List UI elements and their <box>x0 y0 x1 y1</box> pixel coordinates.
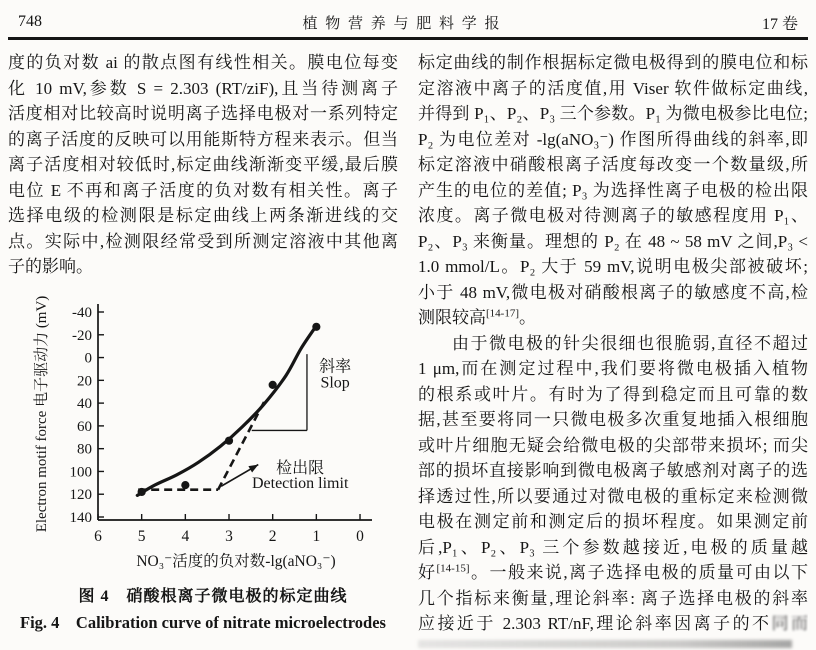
text-line: 择透过性,所以要通过对微电极的重标定来检测微 <box>418 486 808 506</box>
cropped-next-line-artifact <box>418 640 792 648</box>
y-tick-label: 140 <box>69 509 92 526</box>
text-line: 标定溶液中硝酸根离子活度每改变一个数量级,所 <box>418 155 808 174</box>
data-point <box>269 380 277 388</box>
text-line: 化 10 mV,参数 S = 2.303 (RT/ziF),且当待测离子 <box>8 78 398 98</box>
x-tick-label: 6 <box>94 527 102 545</box>
figure-caption-zh: 图 4 硝酸根离子微电极的标定曲线 <box>78 587 348 605</box>
left-column-text <box>8 50 398 280</box>
y-tick-label: 60 <box>77 418 92 435</box>
text-line: 1 μm,而在测定过程中,我们要将微电极插入植物 <box>418 359 808 378</box>
data-point <box>181 481 189 489</box>
text-line: 点。实际中,检测限经常受到所测定溶液中其他离 <box>8 231 398 251</box>
y-axis-label: Electron motif force 电子驱动力 (mV) <box>34 295 50 532</box>
y-tick-label: -40 <box>72 304 92 321</box>
text-line: 离子活度相对较低时,标定曲线渐渐变平缓,最后膜 <box>8 155 398 174</box>
y-tick-label: 20 <box>77 372 92 389</box>
text-line: 浓度。离子微电极对待测离子的敏感程度用 P₁、 <box>418 206 808 225</box>
x-tick-label: 4 <box>181 527 190 545</box>
page-number: 748 <box>18 13 42 30</box>
text-line: 电极在测定前和测定后的损坏程度。如果测定前 <box>418 512 808 531</box>
two-column-body <box>8 50 808 648</box>
text-line: 度的负对数 ai 的散点图有线性相关。膜电位每变 <box>8 53 398 72</box>
text-line: 应接近于 2.303 RT/nF,理论斜率因离子的不同而 <box>418 614 808 633</box>
chart-annotation: Detection limit <box>251 474 349 492</box>
x-tick-label: 5 <box>137 527 146 545</box>
page-header <box>18 10 798 34</box>
chart-annotation: 检出限 <box>276 459 325 477</box>
text-line: P₂、P₃ 来衡量。理想的 P₂ 在 48 ~ 58 mV 之间,P₃ < <box>418 231 808 251</box>
x-tick-label: 0 <box>356 527 364 545</box>
text-line: 好[14-15]。一般来说,离子选择电极的质量可由以下 <box>418 562 808 582</box>
text-line: P₂ 为电位差对 -lg(aNO₃⁻) 作图所得曲线的斜率,即 <box>418 129 808 149</box>
text-line: 后,P₁、P₂、P₃ 三个参数越接近,电极的质量越 <box>418 537 808 557</box>
text-line: 或叶片细胞无疑会给微电极的尖部带来损坏; 而尖 <box>418 435 808 455</box>
data-point <box>312 322 320 330</box>
text-line: 测限较高[14-17]。 <box>418 307 536 327</box>
text-line: 的根系或叶片。有时为了得到稳定而且可靠的数 <box>418 384 808 404</box>
x-tick-label: 2 <box>268 527 277 545</box>
y-tick-label: 100 <box>69 463 92 480</box>
text-line: 小于 48 mV,微电极对硝酸根离子的敏感度不高,检 <box>418 282 808 302</box>
volume-label: 17 卷 <box>761 15 798 33</box>
arrowhead-icon <box>248 464 258 472</box>
journal-title: 植 物 营 养 与 肥 料 学 报 <box>302 15 502 32</box>
right-column <box>418 50 808 648</box>
figure-caption-en: Fig. 4 Calibration curve of nitrate microelectrodes <box>20 613 386 632</box>
y-tick-label: 80 <box>77 441 92 458</box>
text-line: 并得到 P₁、P₂、P₃ 三个参数。P₁ 为微电极参比电位; <box>418 104 808 123</box>
chart-annotation: Slop <box>320 374 350 392</box>
header-rule <box>8 37 808 40</box>
data-point <box>225 436 233 444</box>
y-tick-label: 120 <box>69 486 92 503</box>
left-column <box>8 50 398 648</box>
text-line: 据,甚至要将同一只微电极多次重复地插入根细胞 <box>418 410 808 429</box>
text-line: 标定曲线的制作根据标定微电极得到的膜电位和标 <box>418 53 808 72</box>
calibration-curve-chart <box>8 294 400 580</box>
y-tick-label: 40 <box>77 395 92 412</box>
text-line: 电位 E 不再和离子活度的负对数有相关性。离子 <box>8 180 398 200</box>
x-tick-label: 3 <box>225 527 233 545</box>
x-axis-label: NO₃⁻活度的负对数-lg(aNO₃⁻) <box>136 552 336 570</box>
text-line: 选择电级的检测限是标定曲线上两条渐进线的交 <box>8 206 398 225</box>
text-line: 产生的电位的差值; P₃ 为选择性离子电极的检出限 <box>418 180 808 200</box>
right-column-text <box>418 50 808 637</box>
text-line: 由于微电极的针尖很细也很脆弱,直径不超过 <box>452 333 808 353</box>
figure-4 <box>8 294 400 580</box>
y-tick-label: 0 <box>84 350 92 367</box>
text-line: 的离子活度的反映可以用能斯特方程来表示。但当 <box>8 129 398 149</box>
y-tick-label: -20 <box>72 327 92 344</box>
text-line: 1.0 mmol/L。P₂ 大于 59 mV,说明电极尖部被破坏; <box>418 257 808 276</box>
chart-annotation: 斜率 <box>319 358 352 376</box>
text-line: 部的损坏直接影响到微电极离子敏感剂对离子的选 <box>418 461 808 480</box>
text-line: 定溶液中离子的活度值,用 Viser 软件做标定曲线, <box>418 78 808 98</box>
text-line: 子的影响。 <box>8 257 93 276</box>
data-point <box>138 487 146 495</box>
x-tick-label: 1 <box>312 527 321 545</box>
text-line: 活度相对比较高时说明离子选择电极对一系列特定 <box>8 104 398 123</box>
text-line: 几个指标来衡量,理论斜率: 离子选择电极的斜率 <box>418 588 808 608</box>
